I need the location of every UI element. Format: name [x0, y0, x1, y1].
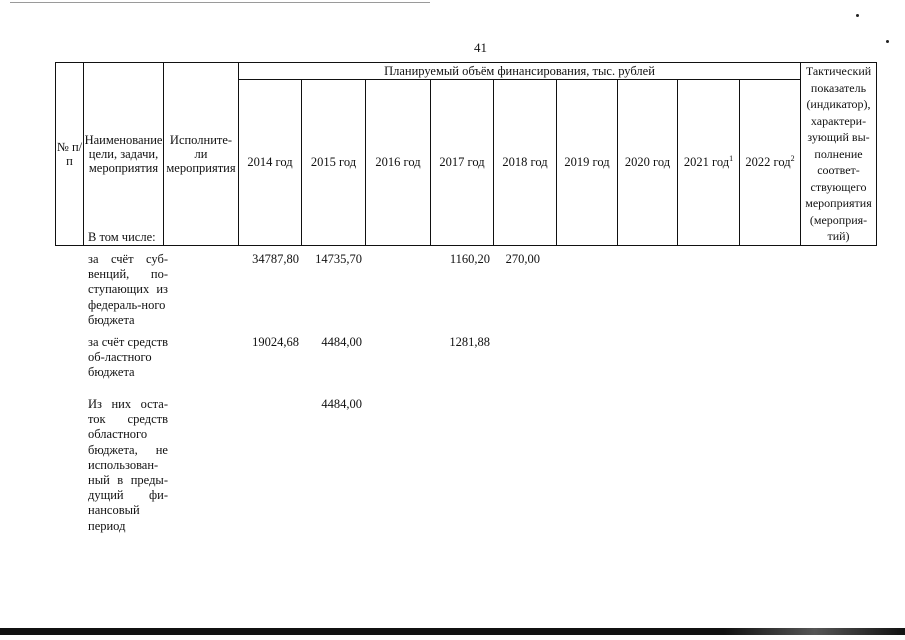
header-year: 2014 год — [239, 80, 302, 245]
header-year: 2019 год — [557, 80, 618, 245]
header-executor: Исполните-ли мероприятия — [164, 63, 239, 246]
header-indicator: Тактический показатель (индикатор), характери-зующий вы-полнение соответ-ствующего мероприятия (мероприя-тий) — [801, 63, 877, 246]
header-year: 2020 год — [618, 80, 678, 245]
header-year: 2018 год — [494, 80, 557, 245]
value-2015: 4484,00 — [321, 335, 362, 349]
value-2018: 270,00 — [505, 252, 540, 266]
row-label: за счёт средств об-ластного бюджета — [88, 335, 168, 380]
header-num: № п/п — [56, 63, 84, 246]
value-2015: 4484,00 — [321, 397, 362, 411]
footnote-mark: 1 — [729, 154, 734, 164]
header-name: Наименование цели, задачи, мероприятия — [84, 63, 164, 246]
scan-bottom-edge — [0, 628, 905, 635]
header-financing-group: Планируемый объём финансирования, тыс. рублей — [239, 63, 801, 80]
value-2014: 19024,68 — [252, 335, 299, 349]
value-2014: 34787,80 — [252, 252, 299, 266]
header-year: 2022 год$^2$ — [740, 80, 801, 245]
row-label: В том числе: — [88, 230, 156, 244]
row-label: за счёт суб-венций, по-ступающих из федераль-ного бюджета — [88, 252, 168, 327]
value-2017: 1160,20 — [449, 252, 490, 266]
footnote-mark: 2 — [790, 154, 795, 164]
page-number: 41 — [474, 40, 487, 55]
row-label: Из них оста-ток средств областного бюджета, не использован-ный в преды-дущий фи-нансовый период — [88, 397, 168, 533]
header-year: 2016 год — [366, 80, 431, 245]
value-2015: 14735,70 — [315, 252, 362, 266]
header-year: 2017 год — [431, 80, 494, 245]
value-2017: 1281,88 — [449, 335, 490, 349]
header-year: 2015 год — [302, 80, 366, 245]
header-year: 2021 год$^1$ — [678, 80, 740, 245]
